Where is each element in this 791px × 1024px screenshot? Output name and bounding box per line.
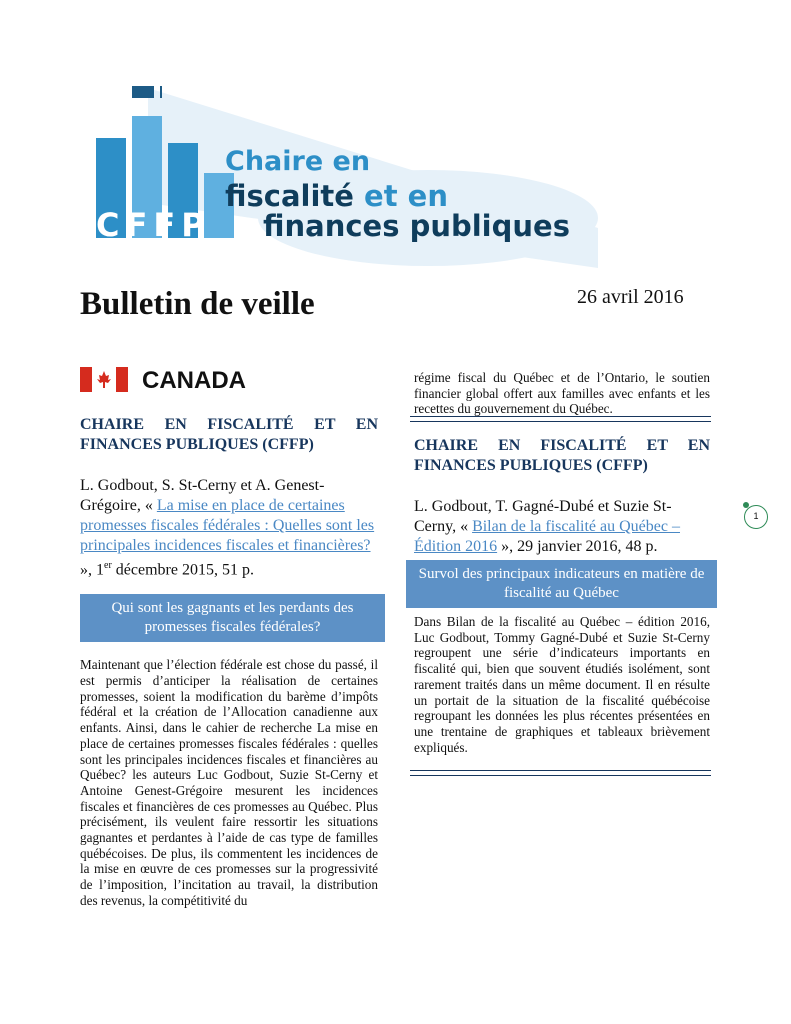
left-ref-after: », 1: [80, 561, 104, 579]
logo-line2a: fiscalité: [225, 179, 354, 213]
logo-line2: [225, 179, 448, 213]
svg-text:CFFP: CFFP: [96, 206, 211, 244]
left-ref-authors: L. Godbout, S. St-Cerny et A. Genest-Grégoire, «: [80, 477, 325, 514]
left-heading-line2: FINANCES PUBLIQUES (CFFP): [80, 436, 314, 453]
right-reference: [414, 497, 710, 557]
section-country: CANADA: [142, 367, 246, 394]
right-body: Dans Bilan de la fiscalité au Québec – édition 2016, Luc Godbout, Tommy Gagné-Dubé et Suzie St-Cerny regroupent une série d’indicateurs importants en fiscalité qui, bien que souvent étudiés isolément, sont rarement traités dans un même document. Il en résulte un portait de la situation de la fiscalité québécoise regroupant les données les plus récentes présentées en une trentaine de graphiques et tableaux brièvement expliqués.: [414, 614, 710, 755]
left-heading: [80, 415, 378, 455]
right-continued: régime fiscal du Québec et de l’Ontario, le soutien financier global offert aux familles avec enfants et les recettes du gouvernement du Québec.: [414, 370, 710, 417]
left-summary-box: Qui sont les gagnants et les perdants des promesses fiscales fédérales?: [80, 594, 385, 642]
left-ref-end: décembre 2015, 51 p.: [111, 561, 254, 579]
right-ref-link[interactable]: Bilan de la fiscalité au Québec – Édition 2016: [414, 518, 680, 555]
bulletin-date: 26 avril 2016: [577, 286, 684, 308]
divider: [410, 416, 711, 422]
right-ref-end: », 29 janvier 2016, 48 p.: [497, 538, 658, 555]
divider: [410, 770, 711, 776]
page-number-badge: 1: [744, 505, 768, 529]
left-heading-line1: CHAIRE EN FISCALITÉ ET EN: [80, 416, 378, 433]
left-body: Maintenant que l’élection fédérale est chose du passé, il est permis d’anticiper la réalisation de certaines promesses, soient la modification du barème d’impôts fédéral et la création de l’Allocation canadienne aux enfants. Ainsi, dans le cahier de recherche La mise en place de certaines promesses fiscales fédérales : quelles sont les principales incidences fiscales et financières au Québec? les auteurs Luc Godbout, Suzie St-Cerny et Antoine Genest-Grégoire mesurent les incidences fiscales et financières de ces promesses au Québec. Plus précisément, ils veulent faire ressortir les situations gagnantes et perdantes à l’aide de cas type de familles québécoises. De plus, ils commentent les incidences de la mise en œuvre de ces promesses sur la progressivité de l’imposition, l’incitation au travail, la distribution des revenus, la compétitivité du: [80, 657, 378, 908]
logo-line1: Chaire en: [225, 146, 371, 177]
left-reference: [80, 476, 378, 580]
left-ref-link[interactable]: La mise en place de certaines promesses fiscales fédérales : Quelles sont les principales incidences fiscales et financières?: [80, 497, 375, 554]
right-heading: [414, 436, 710, 476]
page-badge-dot-icon: [743, 502, 749, 508]
right-heading-line2: FINANCES PUBLIQUES (CFFP): [414, 457, 648, 474]
right-column: [414, 370, 710, 417]
canada-flag-icon: [80, 367, 128, 392]
right-article: [414, 436, 710, 557]
logo-line3: finances publiques: [263, 209, 570, 243]
right-heading-line1: CHAIRE EN FISCALITÉ ET EN: [414, 437, 710, 454]
left-column: [80, 415, 378, 909]
right-ref-authors: L. Godbout, T. Gagné-Dubé et Suzie St-Cerny, «: [414, 498, 672, 535]
page-title: Bulletin de veille: [80, 286, 315, 322]
right-summary-box: Survol des principaux indicateurs en matière de fiscalité au Québec: [406, 560, 717, 608]
logo-line2b: et en: [353, 179, 448, 213]
left-ref-sup: er: [104, 560, 112, 571]
